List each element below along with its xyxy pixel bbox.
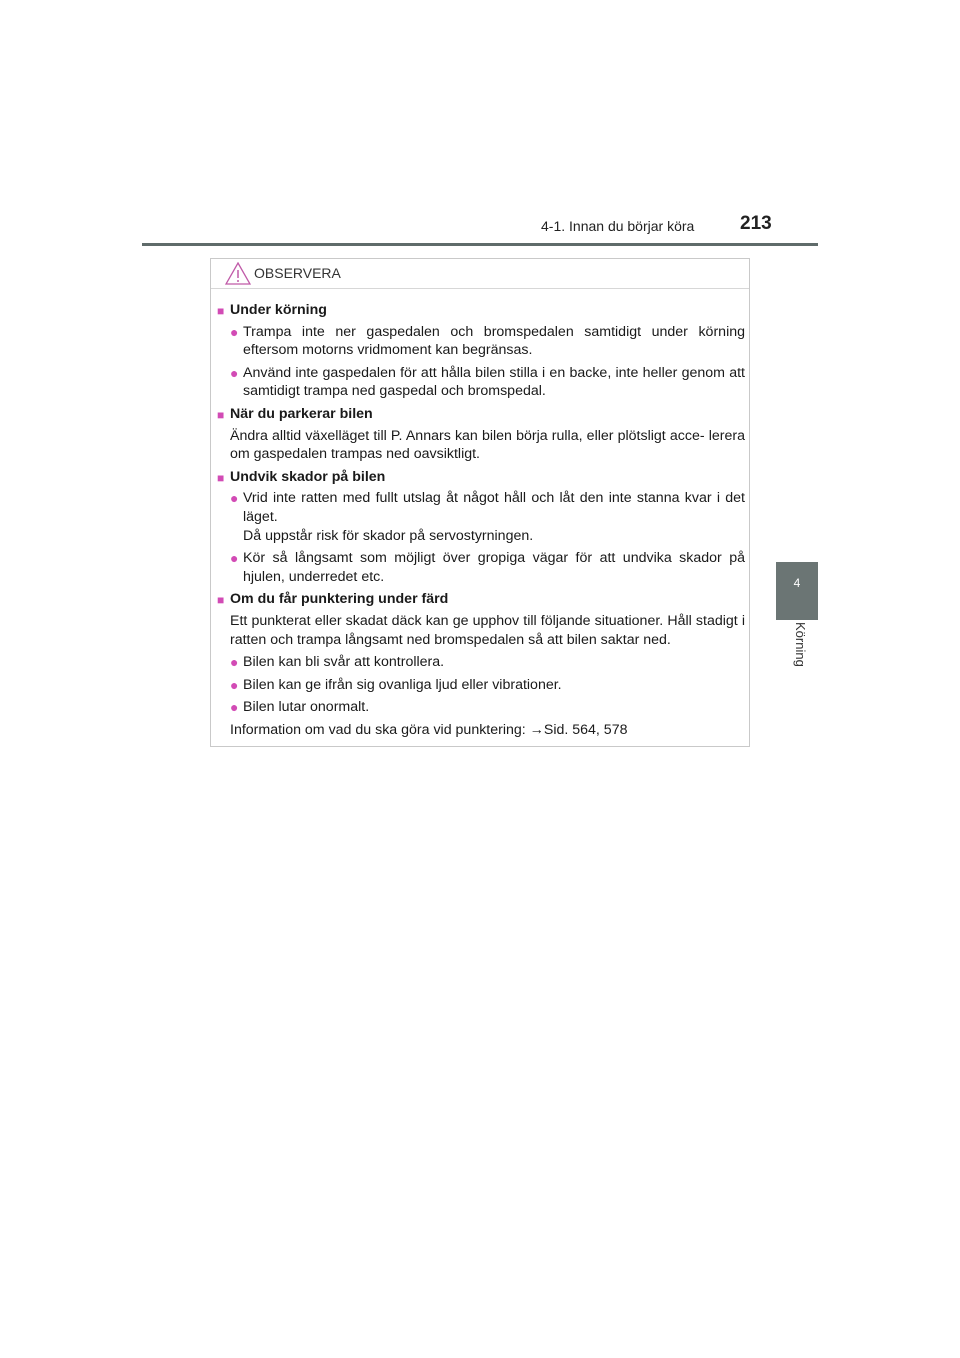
chapter-label: Körning bbox=[793, 622, 808, 667]
list-item: ● Trampa inte ner gaspedalen och bromspedalen samtidigt under körning eftersom motorns vridmoment kan begränsas. bbox=[230, 323, 745, 359]
section-driving bbox=[217, 301, 745, 401]
section-puncture bbox=[217, 590, 745, 739]
section-heading: ■ Under körning bbox=[217, 301, 745, 321]
list-item: ● Bilen lutar onormalt. bbox=[230, 699, 370, 716]
round-bullet-icon: ● bbox=[230, 699, 239, 716]
square-bullet-icon: ■ bbox=[217, 470, 225, 485]
list-item: ● Bilen kan bli svår att kontrollera. bbox=[230, 654, 445, 671]
section-heading: ■ När du parkerar bilen bbox=[217, 405, 745, 425]
round-bullet-icon: ● bbox=[230, 323, 239, 340]
list-item: ● Bilen kan ge ifrån sig ovanliga ljud eller vibrationer. bbox=[230, 676, 562, 693]
caution-box bbox=[210, 258, 750, 747]
square-bullet-icon: ■ bbox=[217, 304, 225, 318]
page-number: 213 bbox=[740, 213, 772, 234]
page-reference-link[interactable]: Information om vad du ska göra vid punktering: →Sid. 564, 578 bbox=[230, 721, 628, 738]
list-item: ● Kör så långsamt som möjligt över gropiga vägar för att undvika skador på hjulen, underredet etc. bbox=[230, 550, 745, 585]
paragraph: Ändra alltid växelläget till P. Annars kan bilen börja rulla, eller plötsligt acce- lerera om gaspedalen trampas ned oavsiktligt. bbox=[230, 427, 745, 463]
round-bullet-icon: ● bbox=[230, 550, 239, 567]
section-heading: ■ Om du får punktering under färd bbox=[217, 590, 745, 610]
section-parking bbox=[217, 405, 745, 464]
caution-title: OBSERVERA bbox=[254, 265, 341, 281]
round-bullet-icon: ● bbox=[230, 490, 239, 507]
header-rule bbox=[142, 243, 818, 246]
caution-body bbox=[217, 301, 745, 743]
section-damage bbox=[217, 468, 745, 587]
round-bullet-icon: ● bbox=[230, 364, 239, 381]
square-bullet-icon: ■ bbox=[217, 407, 225, 422]
chapter-tab[interactable] bbox=[776, 562, 818, 620]
square-bullet-icon: ■ bbox=[217, 593, 225, 608]
paragraph: Ett punkterat eller skadat däck kan ge upphov till följande situationer. Håll stadigt i ratten och trampa långsamt ned bromspedalen så att bilen saktar ned. bbox=[230, 612, 745, 648]
round-bullet-icon: ● bbox=[230, 654, 239, 671]
caution-header bbox=[211, 259, 749, 289]
round-bullet-icon: ● bbox=[230, 676, 239, 693]
section-heading: ■ Undvik skador på bilen bbox=[217, 468, 745, 488]
section-title: 4-1. Innan du börjar köra bbox=[541, 218, 695, 234]
list-item: ● Vrid inte ratten med fullt utslag åt något håll och låt den inte stanna kvar i det läget. Då uppstår risk för skador på servostyrningen. bbox=[230, 490, 745, 544]
warning-triangle-icon bbox=[225, 262, 251, 285]
list-item: ● Använd inte gaspedalen för att hålla bilen stilla i en backe, inte heller genom att samtidigt trampa ned gaspedal och bromspedal. bbox=[230, 364, 745, 400]
chapter-number: 4 bbox=[793, 576, 801, 590]
